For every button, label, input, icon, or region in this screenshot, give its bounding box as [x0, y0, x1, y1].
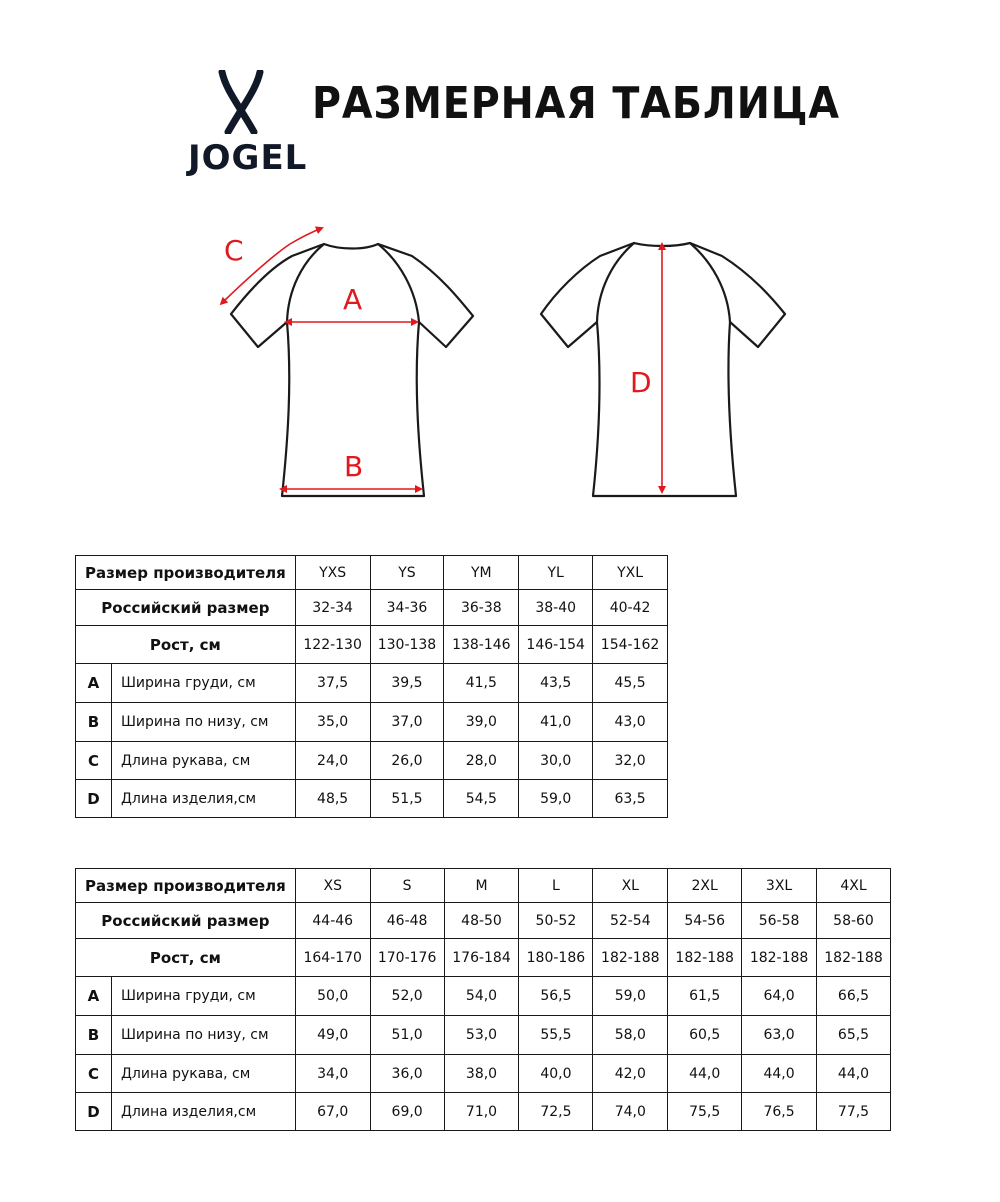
size-cell: YS [370, 556, 444, 590]
height-cell: 182-188 [817, 939, 891, 977]
value-cell: 54,5 [444, 780, 519, 818]
value-cell: 26,0 [370, 742, 444, 780]
value-cell: 51,5 [370, 780, 444, 818]
value-cell: 37,0 [370, 703, 444, 742]
value-cell: 42,0 [593, 1055, 668, 1093]
value-cell: 32,0 [593, 742, 668, 780]
height-cell: 170-176 [370, 939, 444, 977]
russian-size-cell: 44-46 [295, 903, 370, 939]
russian-size-header: Российский размер [76, 590, 296, 626]
size-table-adults [75, 868, 891, 1131]
size-cell: YM [444, 556, 519, 590]
value-cell: 64,0 [742, 977, 817, 1016]
value-cell: 38,0 [444, 1055, 519, 1093]
value-cell: 37,5 [295, 664, 370, 703]
label-d: D [630, 366, 652, 399]
table-row [76, 1093, 891, 1131]
height-cell: 176-184 [444, 939, 519, 977]
value-cell: 50,0 [295, 977, 370, 1016]
value-cell: 66,5 [817, 977, 891, 1016]
brand-name: JOGEL [188, 138, 308, 178]
row-letter: B [76, 703, 112, 742]
russian-size-cell: 46-48 [370, 903, 444, 939]
table-row [76, 742, 668, 780]
value-cell: 48,5 [295, 780, 370, 818]
row-label: Ширина груди, см [111, 664, 295, 703]
russian-size-cell: 36-38 [444, 590, 519, 626]
russian-size-cell: 48-50 [444, 903, 519, 939]
height-cell: 182-188 [668, 939, 742, 977]
manufacturer-size-header: Размер производителя [76, 869, 296, 903]
value-cell: 45,5 [593, 664, 668, 703]
height-cell: 122-130 [295, 626, 370, 664]
manufacturer-size-header: Размер производителя [76, 556, 296, 590]
russian-size-cell: 50-52 [519, 903, 593, 939]
label-b: B [344, 450, 364, 483]
size-cell: YL [519, 556, 593, 590]
value-cell: 56,5 [519, 977, 593, 1016]
russian-size-cell: 34-36 [370, 590, 444, 626]
size-cell: XS [295, 869, 370, 903]
height-cell: 130-138 [370, 626, 444, 664]
value-cell: 36,0 [370, 1055, 444, 1093]
value-cell: 75,5 [668, 1093, 742, 1131]
value-cell: 65,5 [817, 1016, 891, 1055]
table-row [76, 1055, 891, 1093]
row-label: Длина изделия,см [111, 1093, 295, 1131]
value-cell: 41,0 [519, 703, 593, 742]
value-cell: 44,0 [817, 1055, 891, 1093]
value-cell: 40,0 [519, 1055, 593, 1093]
value-cell: 41,5 [444, 664, 519, 703]
row-letter: A [76, 977, 112, 1016]
russian-size-header: Российский размер [76, 903, 296, 939]
size-cell: 4XL [817, 869, 891, 903]
size-cell: YXS [295, 556, 370, 590]
label-c: C [224, 234, 244, 267]
row-letter: B [76, 1016, 112, 1055]
russian-size-cell: 32-34 [295, 590, 370, 626]
row-label: Ширина по низу, см [111, 1016, 295, 1055]
russian-size-cell: 40-42 [593, 590, 668, 626]
size-cell: L [519, 869, 593, 903]
height-cell: 138-146 [444, 626, 519, 664]
value-cell: 43,0 [593, 703, 668, 742]
size-cell: 3XL [742, 869, 817, 903]
russian-size-cell: 58-60 [817, 903, 891, 939]
table-row [76, 977, 891, 1016]
height-cell: 180-186 [519, 939, 593, 977]
row-letter: C [76, 1055, 112, 1093]
height-cell: 164-170 [295, 939, 370, 977]
height-cell: 154-162 [593, 626, 668, 664]
height-cell: 182-188 [742, 939, 817, 977]
size-table-children [75, 555, 668, 818]
value-cell: 60,5 [668, 1016, 742, 1055]
row-label: Длина рукава, см [111, 742, 295, 780]
value-cell: 44,0 [742, 1055, 817, 1093]
value-cell: 59,0 [519, 780, 593, 818]
height-cell: 182-188 [593, 939, 668, 977]
russian-size-cell: 54-56 [668, 903, 742, 939]
row-label: Длина рукава, см [111, 1055, 295, 1093]
value-cell: 44,0 [668, 1055, 742, 1093]
row-letter: D [76, 1093, 112, 1131]
table-row [76, 664, 668, 703]
value-cell: 28,0 [444, 742, 519, 780]
value-cell: 69,0 [370, 1093, 444, 1131]
tshirt-measurement-diagram [0, 210, 1000, 520]
row-label: Ширина по низу, см [111, 703, 295, 742]
row-letter: A [76, 664, 112, 703]
brand-logo [180, 70, 310, 180]
value-cell: 63,0 [742, 1016, 817, 1055]
value-cell: 54,0 [444, 977, 519, 1016]
value-cell: 39,5 [370, 664, 444, 703]
value-cell: 72,5 [519, 1093, 593, 1131]
row-label: Ширина груди, см [111, 977, 295, 1016]
value-cell: 49,0 [295, 1016, 370, 1055]
size-cell: S [370, 869, 444, 903]
jogel-emblem-icon [216, 70, 266, 134]
russian-size-cell: 38-40 [519, 590, 593, 626]
value-cell: 30,0 [519, 742, 593, 780]
value-cell: 61,5 [668, 977, 742, 1016]
table-row [76, 703, 668, 742]
value-cell: 63,5 [593, 780, 668, 818]
size-cell: 2XL [668, 869, 742, 903]
value-cell: 53,0 [444, 1016, 519, 1055]
value-cell: 34,0 [295, 1055, 370, 1093]
size-cell: YXL [593, 556, 668, 590]
value-cell: 58,0 [593, 1016, 668, 1055]
height-header: Рост, см [76, 626, 296, 664]
tshirt-back [541, 243, 785, 496]
label-a: A [343, 283, 363, 316]
page-title: РАЗМЕРНАЯ ТАБЛИЦА [312, 78, 840, 129]
value-cell: 67,0 [295, 1093, 370, 1131]
value-cell: 51,0 [370, 1016, 444, 1055]
value-cell: 59,0 [593, 977, 668, 1016]
row-letter: C [76, 742, 112, 780]
table-row [76, 780, 668, 818]
value-cell: 43,5 [519, 664, 593, 703]
height-cell: 146-154 [519, 626, 593, 664]
value-cell: 77,5 [817, 1093, 891, 1131]
value-cell: 24,0 [295, 742, 370, 780]
row-letter: D [76, 780, 112, 818]
value-cell: 71,0 [444, 1093, 519, 1131]
height-header: Рост, см [76, 939, 296, 977]
value-cell: 74,0 [593, 1093, 668, 1131]
value-cell: 52,0 [370, 977, 444, 1016]
value-cell: 55,5 [519, 1016, 593, 1055]
russian-size-cell: 52-54 [593, 903, 668, 939]
size-cell: XL [593, 869, 668, 903]
value-cell: 39,0 [444, 703, 519, 742]
value-cell: 76,5 [742, 1093, 817, 1131]
table-row [76, 1016, 891, 1055]
row-label: Длина изделия,см [111, 780, 295, 818]
value-cell: 35,0 [295, 703, 370, 742]
russian-size-cell: 56-58 [742, 903, 817, 939]
size-cell: M [444, 869, 519, 903]
